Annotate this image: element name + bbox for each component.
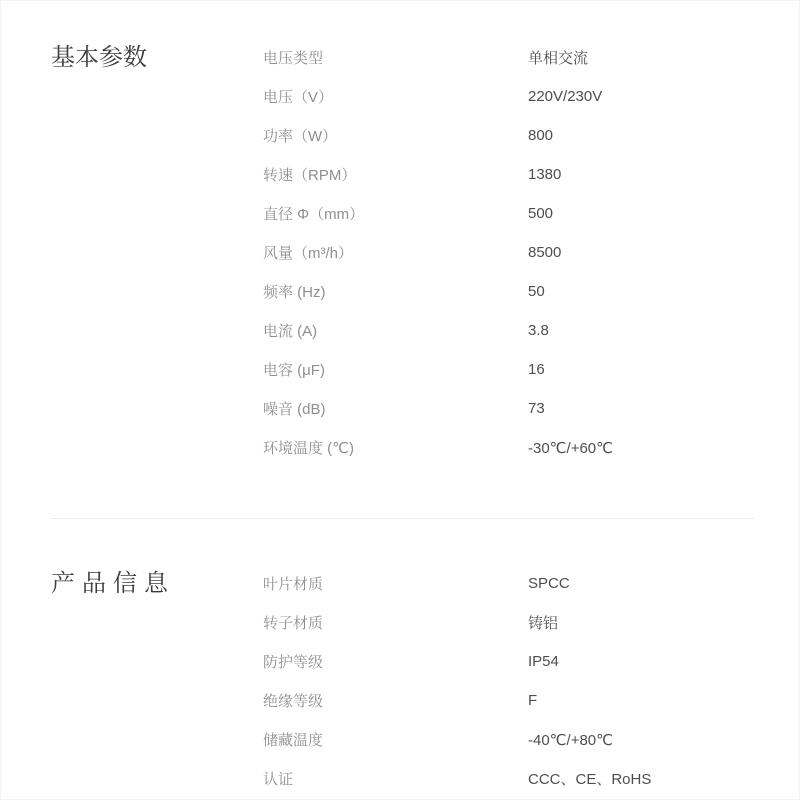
table-row bbox=[263, 155, 754, 194]
spec-value: 单相交流 bbox=[528, 50, 589, 67]
spec-label: 电压（V） bbox=[263, 89, 334, 106]
spec-value: 8500 bbox=[528, 244, 562, 261]
spec-label: 噪音 (dB) bbox=[263, 401, 326, 418]
spec-label: 频率 (Hz) bbox=[263, 284, 326, 301]
spec-label: 电容 (μF) bbox=[263, 362, 325, 379]
spec-value: 铸铝 bbox=[528, 615, 559, 632]
section-rows-column bbox=[263, 564, 754, 798]
spec-label: 防护等级 bbox=[263, 654, 324, 671]
section-title-column bbox=[51, 564, 263, 603]
spec-label: 风量（m³/h） bbox=[263, 245, 354, 262]
table-row bbox=[263, 603, 754, 642]
spec-label: 绝缘等级 bbox=[263, 693, 324, 710]
table-row bbox=[263, 311, 754, 350]
spec-value: 50 bbox=[528, 283, 545, 300]
table-row bbox=[263, 389, 754, 428]
spec-value: IP54 bbox=[528, 653, 559, 670]
section-title-product-info: 产品信息 bbox=[51, 570, 175, 597]
spec-value: 800 bbox=[528, 127, 554, 144]
spec-value: F bbox=[528, 692, 538, 709]
table-row bbox=[263, 720, 754, 759]
spec-label: 电流 (A) bbox=[263, 323, 318, 340]
table-row bbox=[263, 194, 754, 233]
table-row bbox=[263, 564, 754, 603]
spec-sheet bbox=[1, 1, 799, 798]
spec-value: 16 bbox=[528, 361, 545, 378]
spec-label: 直径 Φ（mm） bbox=[263, 206, 365, 223]
spec-label: 电压类型 bbox=[263, 50, 324, 67]
table-row bbox=[263, 428, 754, 467]
spec-value: SPCC bbox=[528, 575, 570, 592]
table-row bbox=[263, 642, 754, 681]
spec-label: 功率（W） bbox=[263, 128, 338, 145]
table-row bbox=[263, 759, 754, 798]
spec-value: -40℃/+80℃ bbox=[528, 731, 613, 749]
spec-value: 3.8 bbox=[528, 322, 549, 339]
spec-value: -30℃/+60℃ bbox=[528, 439, 613, 457]
spec-value: 220V/230V bbox=[528, 88, 603, 105]
table-row bbox=[263, 233, 754, 272]
spec-label: 认证 bbox=[263, 771, 294, 788]
spec-label: 转子材质 bbox=[263, 615, 324, 632]
table-row bbox=[263, 77, 754, 116]
spec-label: 叶片材质 bbox=[263, 576, 324, 593]
table-row bbox=[263, 272, 754, 311]
section-divider bbox=[51, 518, 754, 519]
spec-value: 500 bbox=[528, 205, 554, 222]
table-row bbox=[263, 681, 754, 720]
section-basic-parameters bbox=[51, 38, 754, 467]
section-product-info bbox=[51, 564, 754, 798]
section-rows-column bbox=[263, 38, 754, 467]
spec-value: 1380 bbox=[528, 166, 562, 183]
section-title-basic-parameters: 基本参数 bbox=[51, 44, 147, 71]
table-row bbox=[263, 38, 754, 77]
spec-label: 转速（RPM） bbox=[263, 167, 357, 184]
table-row bbox=[263, 116, 754, 155]
spec-value: 73 bbox=[528, 400, 545, 417]
spec-label: 储藏温度 bbox=[263, 732, 324, 749]
table-row bbox=[263, 350, 754, 389]
spec-label: 环境温度 (℃) bbox=[263, 440, 355, 457]
spec-value: CCC、CE、RoHS bbox=[528, 771, 652, 788]
section-title-column bbox=[51, 38, 263, 77]
